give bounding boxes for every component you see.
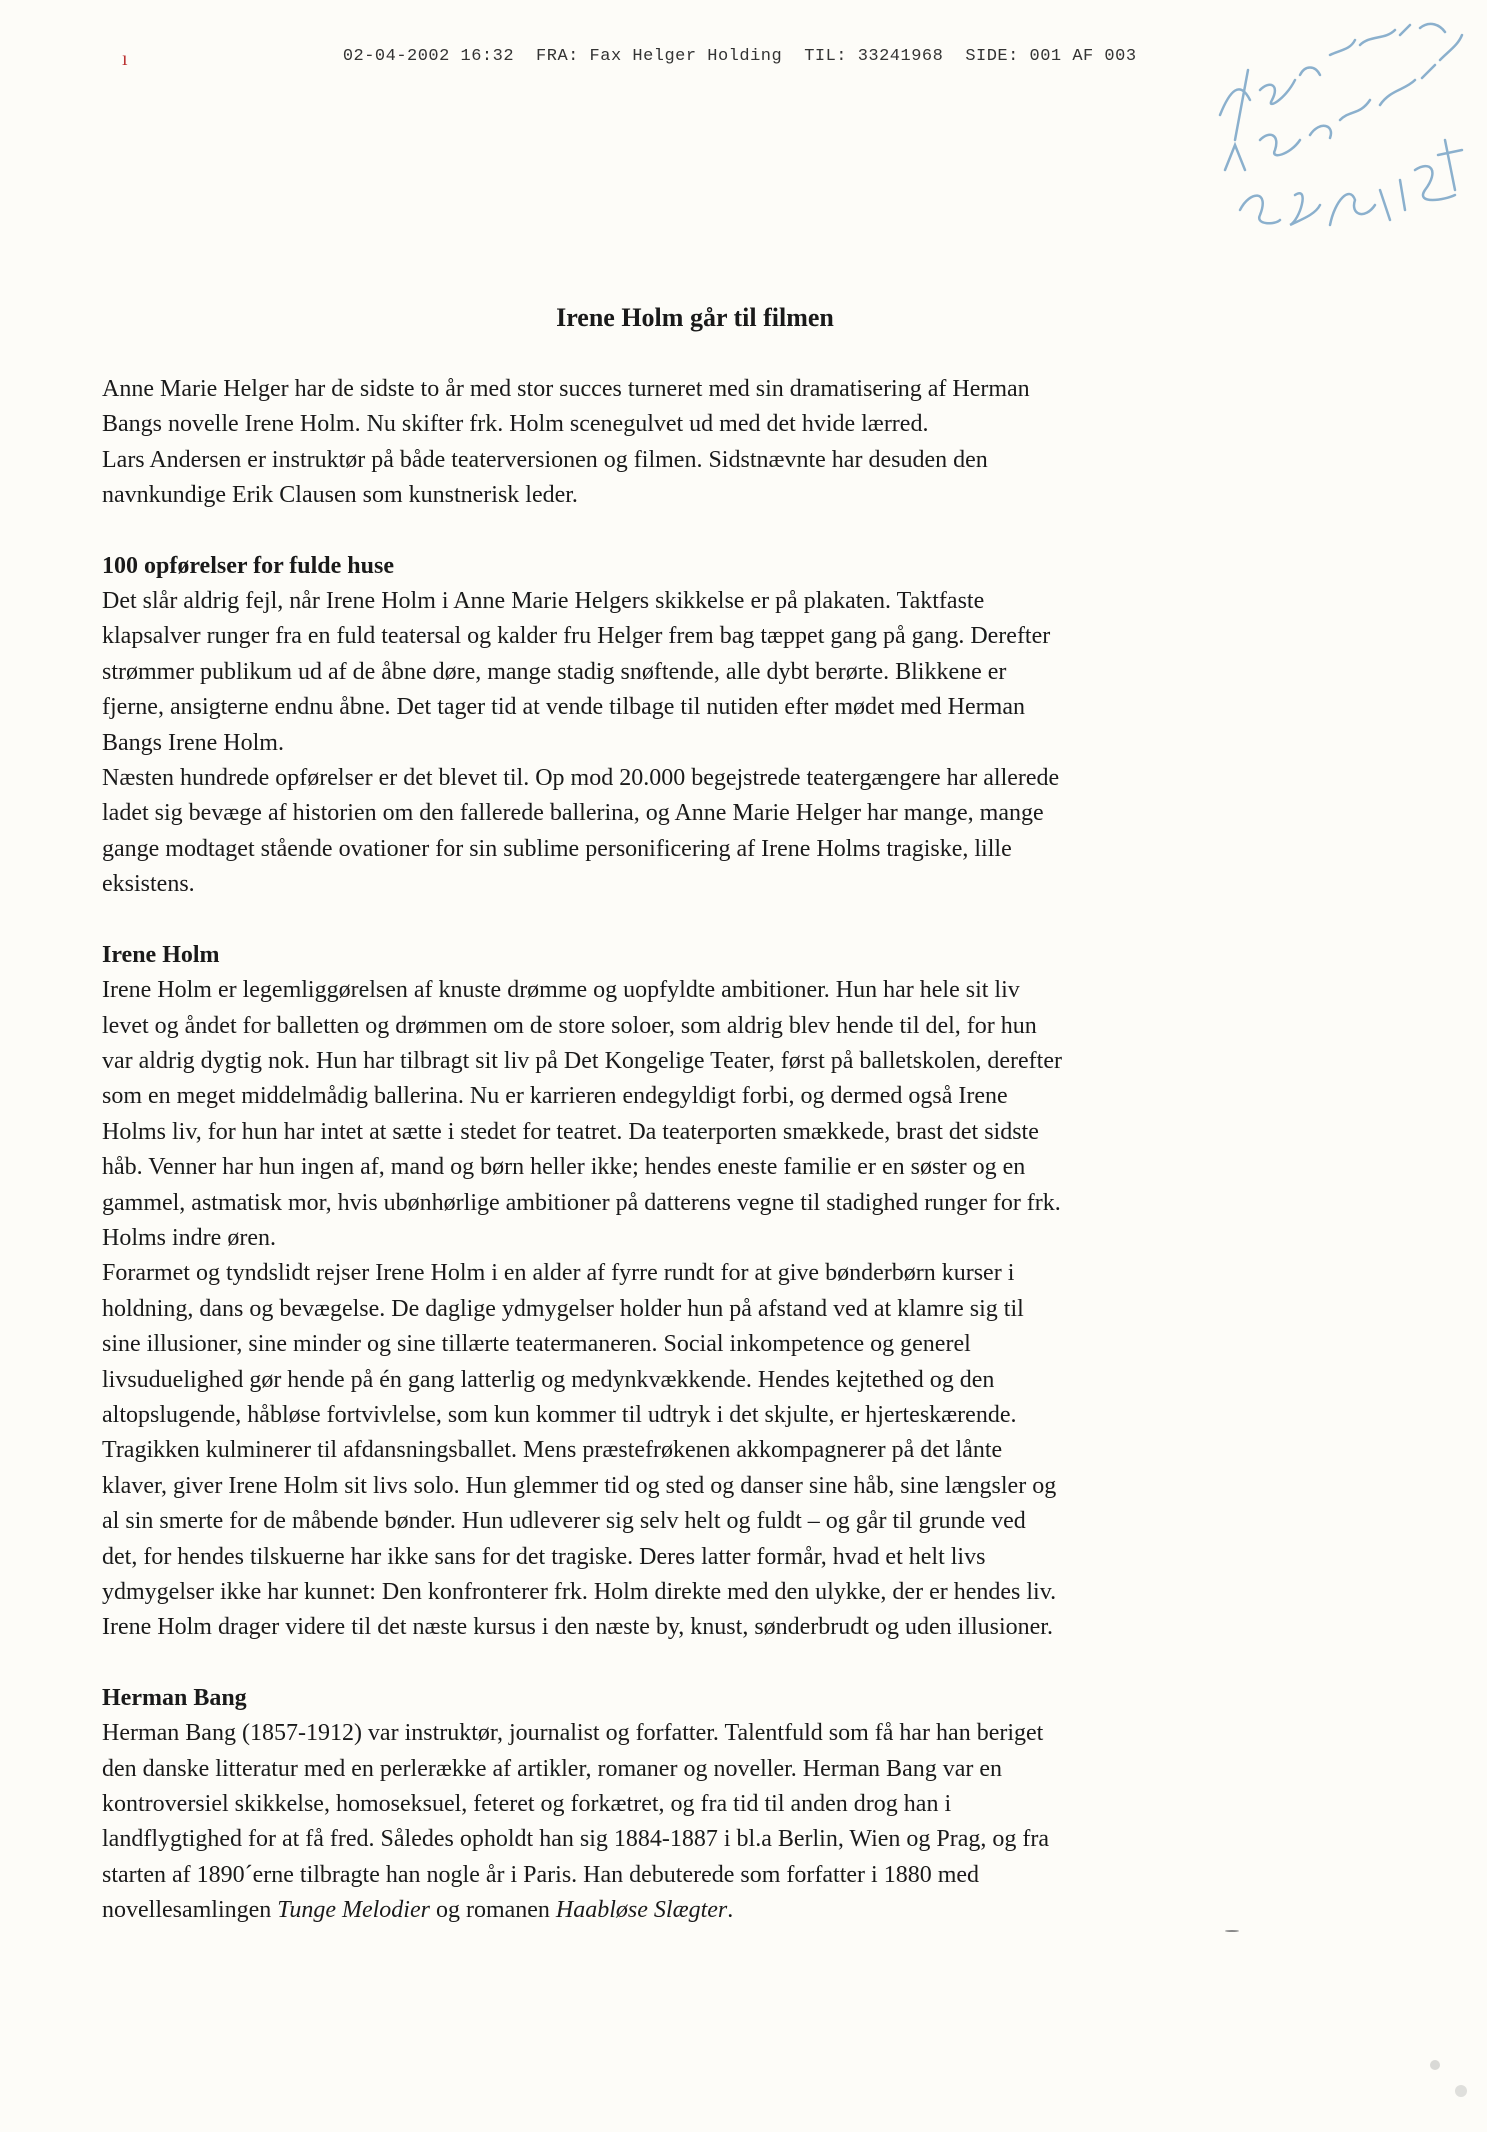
body-line: holdning, dans og bevægelse. De daglige ydmygelser holder hun på afstand ved at klamre sig til <box>102 1295 1024 1322</box>
document-body <box>102 372 1252 1929</box>
body-line: som en meget middelmådig ballerina. Nu er karrieren endegyldigt forbi, og dermed også Irene <box>102 1083 1008 1110</box>
body-line: Forarmet og tyndslidt rejser Irene Holm i en alder af fyrre rundt for at give bønderbørn kurser i <box>102 1260 1015 1287</box>
fax-date-time: 02-04-2002 16:32 <box>342 47 515 66</box>
body-line: Bangs Irene Holm. <box>102 729 284 756</box>
section-heading: 100 opførelser for fulde huse <box>102 552 394 579</box>
book-title-haablose-slaegter: Haabløse Slægter <box>555 1897 728 1924</box>
book-title-tunge-melodier: Tunge Melodier <box>277 1897 430 1924</box>
intro-line: Lars Andersen er instruktør på både teaterversionen og filmen. Sidstnævnte har desuden den <box>102 446 988 473</box>
body-line: levet og åndet for balletten og drømmen om de store soloer, som aldrig blev hende til del, for hun <box>102 1012 1037 1039</box>
body-line: håb. Venner har hun ingen af, mand og børn heller ikke; hendes eneste familie er en søster og en <box>102 1154 1026 1181</box>
body-line: sine illusioner, sine minder og sine tillærte teatermaneren. Social inkompetence og generel <box>102 1331 971 1358</box>
body-line: Irene Holm er legemliggørelsen af knuste drømme og uopfyldte ambitioner. Hun har hele sit liv <box>102 977 1020 1004</box>
body-line: det, for hendes tilskuerne har ikke sans for det tragiske. Deres latter formår, hvad et helt livs <box>102 1543 986 1570</box>
body-line: livsuduelighed gør hende på én gang latterlig og medynkvækkende. Hendes kejtethed og den <box>102 1366 995 1393</box>
body-line: Irene Holm drager videre til det næste kursus i den næste by, knust, sønderbrudt og uden illusioner. <box>102 1614 1053 1641</box>
intro-paragraph <box>102 372 1252 514</box>
section-irene-holm <box>102 938 1252 1646</box>
fax-from: FRA: Fax Helger Holding <box>536 47 783 66</box>
body-line: gammel, astmatisk mor, hvis ubønhørlige ambitioner på datterens vegne til stadighed runger for frk. <box>102 1189 1061 1216</box>
body-line: den danske litteratur med en perlerække af artikler, romaner og noveller. Herman Bang var en <box>102 1755 1003 1782</box>
fax-header <box>300 28 1159 85</box>
body-line: Næsten hundrede opførelser er det blevet til. Op mod 20.000 begejstrede teatergængere har allerede <box>102 765 1060 792</box>
body-line: Holms indre øren. <box>102 1224 276 1251</box>
body-line: kontroversiel skikkelse, homoseksuel, feteret og forkætret, og fra tid til anden drog han i <box>102 1791 952 1818</box>
intro-line: navnkundige Erik Clausen som kunstnerisk leder. <box>102 482 578 509</box>
body-line: strømmer publikum ud af de åbne døre, mange stadig snøftende, alle dybt berørte. Blikkene er <box>102 658 1007 685</box>
body-line: klaver, giver Irene Holm sit livs solo. Hun glemmer tid og sted og danser sine håb, sine længsler og <box>102 1472 1057 1499</box>
body-line: gange modtaget stående ovationer for sin sublime personificering af Irene Holms tragiske, lille <box>102 835 1012 862</box>
fax-to: TIL: 33241968 <box>804 47 944 66</box>
body-line: eksistens. <box>102 871 195 898</box>
fax-page-number: SIDE: 001 AF 003 <box>965 47 1137 66</box>
body-line: Tragikken kulminerer til afdansningsballet. Mens præstefrøkenen akkompagnerer på det lånte <box>102 1437 1003 1464</box>
intro-line: Anne Marie Helger har de sidste to år med stor succes turneret med sin dramatisering af Herman <box>102 376 1030 402</box>
intro-line: Bangs novelle Irene Holm. Nu skifter frk. Holm scenegulvet ud med det hvide lærred. <box>102 411 929 438</box>
body-line: klapsalver runger fra en fuld teatersal og kalder fru Helger frem bag tæppet gang på gang. Derefter <box>102 623 1051 650</box>
text-fragment: . <box>727 1897 734 1924</box>
body-line: altopslugende, håbløse fortvivlelse, som kun kommer til udtryk i det skjulte, er hjerteskærende. <box>102 1401 1017 1428</box>
section-heading: Herman Bang <box>102 1684 247 1711</box>
scan-speck <box>1430 2060 1440 2070</box>
body-line: ydmygelser ikke har kunnet: Den konfronterer frk. Holm direkte med den ulykke, der er hendes liv. <box>102 1579 1057 1605</box>
body-line: starten af 1890´erne tilbragte han nogle år i Paris. Han debuterede som forfatter i 1880 med <box>102 1861 980 1888</box>
text-fragment: og romanen <box>429 1897 556 1924</box>
red-tick-mark: ı <box>122 48 128 70</box>
body-line: Herman Bang (1857-1912) var instruktør, journalist og forfatter. Talentfuld som få har han beriget <box>102 1720 1044 1747</box>
scan-speck <box>1455 2085 1467 2097</box>
body-line: Holms liv, for hun har intet at sætte i stedet for teatret. Da teaterporten smækkede, brast det sidste <box>102 1118 1039 1145</box>
text-fragment: novellesamlingen <box>102 1897 278 1924</box>
body-line: ladet sig bevæge af historien om den fallerede ballerina, og Anne Marie Helger har mange, mange <box>102 800 1044 827</box>
body-line: landflygtighed for at få fred. Således opholdt han sig 1884-1887 i bl.a Berlin, Wien og Prag, og fra <box>102 1826 1050 1853</box>
body-line: al sin smerte for de måbende bønder. Hun udleverer sig selv helt og fuldt – og går til grunde ved <box>102 1508 1026 1535</box>
section-herman-bang <box>102 1681 1252 1929</box>
document-title: Irene Holm går til filmen <box>556 303 834 332</box>
section-performances <box>102 549 1252 903</box>
body-line: fjerne, ansigterne endnu åbne. Det tager tid at vende tilbage til nutiden efter mødet med Herman <box>102 694 1025 721</box>
handwritten-note <box>1200 20 1470 260</box>
section-heading: Irene Holm <box>102 941 220 968</box>
body-line: var aldrig dygtig nok. Hun har tilbragt sit liv på Det Kongelige Teater, først på balletskolen, derefter <box>102 1047 1062 1074</box>
body-line-last <box>102 1893 1252 1928</box>
scan-speck <box>1225 1930 1239 1932</box>
body-line: Det slår aldrig fejl, når Irene Holm i Anne Marie Helgers skikkelse er på plakaten. Taktfaste <box>102 588 985 615</box>
